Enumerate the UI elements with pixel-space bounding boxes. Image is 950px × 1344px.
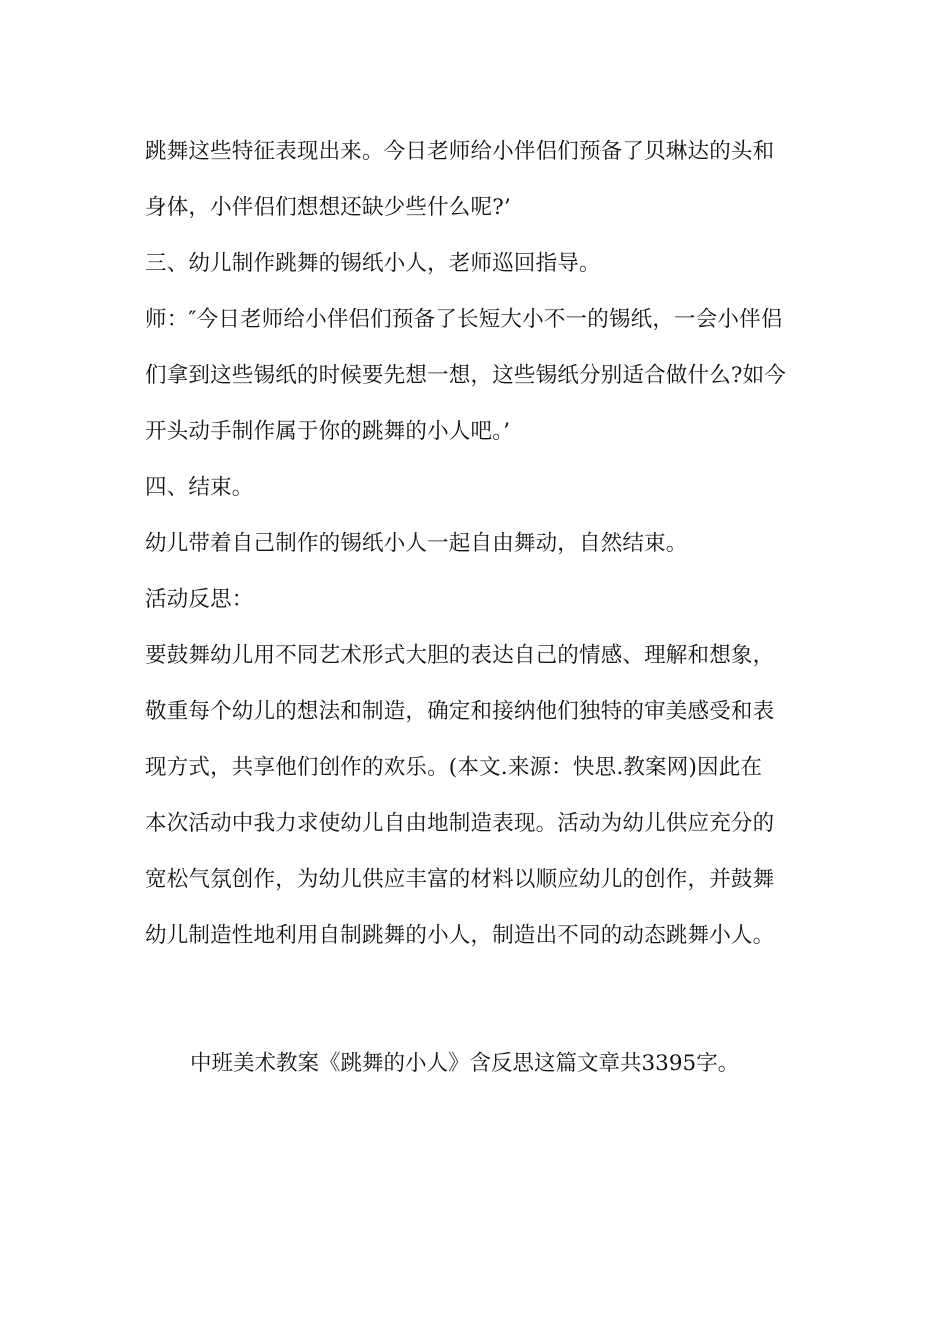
body-line-13: 本次活动中我力求使幼儿自由地制造表现。活动为幼儿供应充分的 xyxy=(145,811,775,836)
body-line-8: 幼儿带着自己制作的锡纸小人一起自由舞动，自然结束。 xyxy=(145,531,688,556)
body-line-5: 们拿到这些锡纸的时候要先想一想，这些锡纸分别适合做什么?如今 xyxy=(145,363,787,388)
body-line-2: 身体，小伴侣们想想还缺少些什么呢?’ xyxy=(145,195,511,220)
section-heading-3: 三、幼儿制作跳舞的锡纸小人，老师巡回指导。 xyxy=(145,251,601,276)
section-heading-4: 四、结束。 xyxy=(145,475,254,500)
reflection-heading: 活动反思： xyxy=(145,587,254,612)
body-line-1: 跳舞这些特征表现出来。今日老师给小伴侣们预备了贝琳达的头和 xyxy=(145,139,775,164)
body-line-12: 现方式，共享他们创作的欢乐。(本文.来源：快思.教案网)因此在 xyxy=(145,755,763,780)
body-line-4: 师：″今日老师给小伴侣们预备了长短大小不一的锡纸，一会小伴侣 xyxy=(145,307,783,332)
body-line-6: 开头动手制作属于你的跳舞的小人吧。’ xyxy=(145,419,511,444)
body-line-14: 宽松气氛创作，为幼儿供应丰富的材料以顺应幼儿的创作，并鼓舞 xyxy=(145,867,775,892)
article-footer: 中班美术教案《跳舞的小人》含反思这篇文章共3395字。 xyxy=(190,1051,740,1076)
body-line-15: 幼儿制造性地利用自制跳舞的小人，制造出不同的动态跳舞小人。 xyxy=(145,923,775,948)
body-line-10: 要鼓舞幼儿用不同艺术形式大胆的表达自己的情感、理解和想象， xyxy=(145,643,775,668)
body-line-11: 敬重每个幼儿的想法和制造，确定和接纳他们独特的审美感受和表 xyxy=(145,699,775,724)
